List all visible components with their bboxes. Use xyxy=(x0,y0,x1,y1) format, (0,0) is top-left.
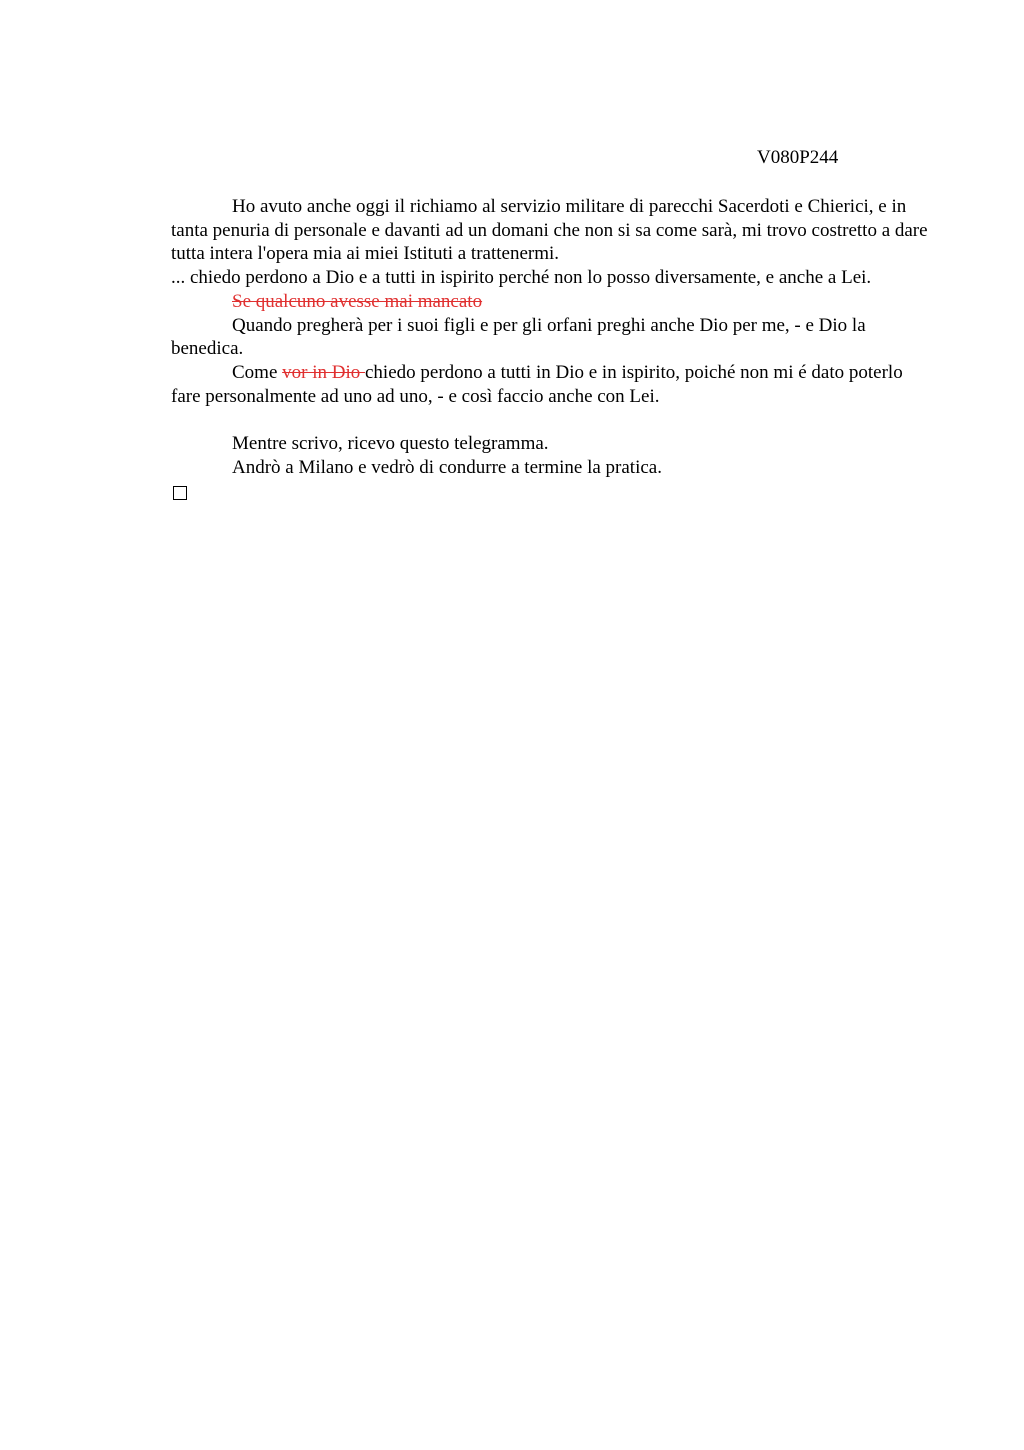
paragraph-come-start: Come xyxy=(232,361,283,383)
paragraph-come-struck: vor in Dio xyxy=(282,361,365,383)
paragraph-preghiera: Quando pregherà per i suoi figli e per gli orfani preghi anche Dio per me, - e Dio la benedica. xyxy=(171,314,866,360)
paragraph-gap xyxy=(171,408,931,432)
struck-line xyxy=(171,290,931,314)
letter-body xyxy=(171,195,931,506)
paragraph-richiamo: Ho avuto anche oggi il richiamo al servizio militare di parecchi Sacerdoti e Chierici, e in tanta penuria di personale e davanti ad un domani che non si sa come sarà, mi trovo costretto a dare tutta intera l'opera mia ai miei Istituti a trattenermi. xyxy=(171,196,928,265)
paragraph-come xyxy=(171,361,931,408)
paragraph-milano: Andrò a Milano e vedrò di condurre a termine la pratica. xyxy=(232,457,662,479)
empty-square-icon xyxy=(173,486,187,500)
page-id: V080P244 xyxy=(757,147,839,168)
paragraph-come-rest: chiedo perdono a tutti in Dio e in ispirito, poiché non mi é dato poterlo fare personalmente ad uno ad uno, - e così faccio anche con Lei. xyxy=(171,361,903,407)
end-mark xyxy=(171,480,931,507)
paragraph-perdono: ... chiedo perdono a Dio e a tutti in ispirito perché non lo posso diversamente, e anche a Lei. xyxy=(171,267,872,289)
struck-text: Se qualcuno avesse mai mancato xyxy=(232,290,483,312)
paragraph-telegramma: Mentre scrivo, ricevo questo telegramma. xyxy=(232,433,549,455)
